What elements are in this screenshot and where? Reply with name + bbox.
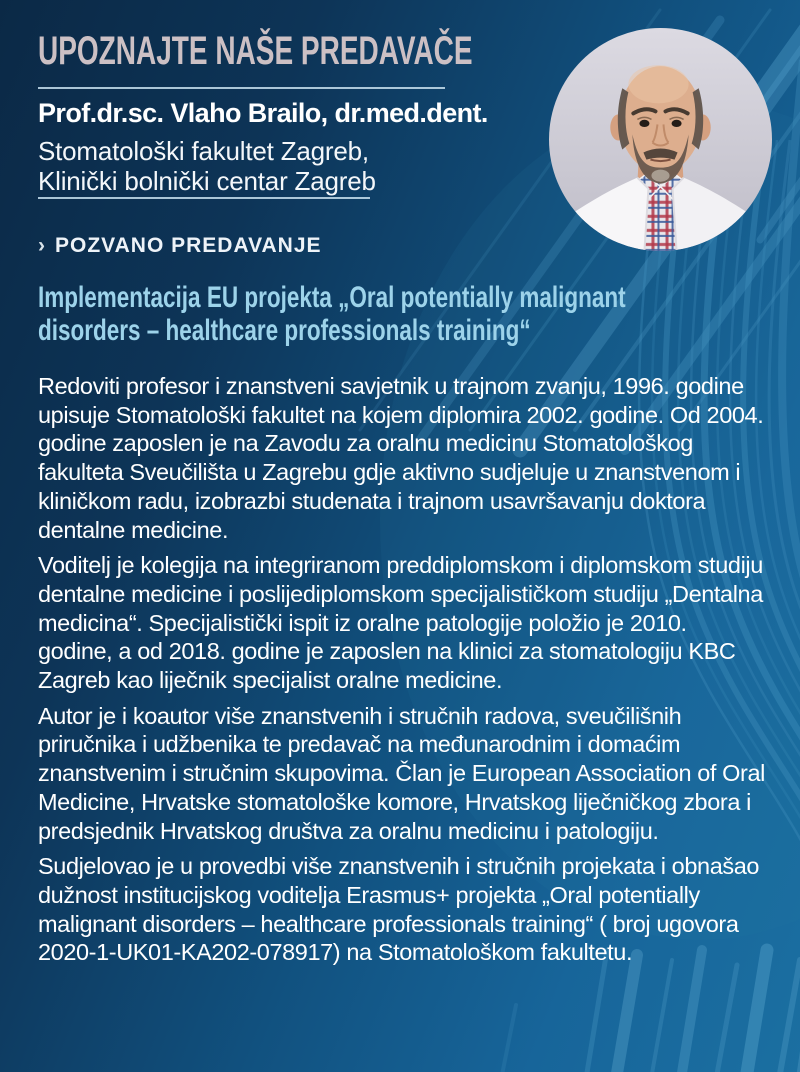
page-title: UPOZNAJTE NAŠE PREDAVAČE bbox=[38, 29, 473, 73]
affiliation-line-1: Stomatološki fakultet Zagreb, bbox=[38, 136, 369, 166]
speaker-photo bbox=[549, 28, 772, 251]
section-label bbox=[38, 234, 322, 258]
bio-paragraph: Autor je i koautor više znanstvenih i stručnih radova, sveučilišnih priručnika i udžbenika te predavač na međunarodnim i domaćim znanstvenim i stručnim skupovima. Član je European Association of Oral Medicine, Hrvatske stomatološke komore, Hrvatskog liječničkog zbora i predsjednik Hrvatskog društva za oralnu medicinu i patologiju. bbox=[38, 702, 765, 844]
biography bbox=[38, 372, 766, 967]
divider-top bbox=[38, 87, 445, 89]
speaker-affiliation bbox=[38, 136, 376, 196]
lecture-title-line-1: Implementacija EU projekta „Oral potentially malignant bbox=[38, 281, 626, 314]
lecture-title-line-2: disorders – healthcare professionals training“ bbox=[38, 314, 531, 347]
chevron-right-icon: › bbox=[38, 234, 46, 257]
bio-paragraph: Sudjelovao je u provedbi više znanstvenih i stručnih projekata i obnašao dužnost institucijskog voditelja Erasmus+ projekta „Oral potentially malignant disorders – healthcare professionals training“ ( broj ugovora 2020-1-UK01-KA202-078917) na Stomatološkom fakultetu. bbox=[38, 853, 760, 966]
speaker-name: Prof.dr.sc. Vlaho Brailo, dr.med.dent. bbox=[38, 98, 488, 128]
bio-paragraph: Voditelj je kolegija na integriranom preddiplomskom i diplomskom studiju dentalne medicine i poslijediplomskom specijalističkom studiju „Dentalna medicina“. Specijalistički ispit iz oralne patologije položio je 2010. godine, a od 2018. godine je zaposlen na klinici za stomatologiju KBC Zagreb kao liječnik specijalist oralne medicine. bbox=[38, 552, 763, 694]
section-label-text: POZVANO PREDAVANJE bbox=[55, 234, 322, 257]
bio-paragraph: Redoviti profesor i znanstveni savjetnik u trajnom zvanju, 1996. godine upisuje Stomatološki fakultet na kojem diplomira 2002. godine. Od 2004. godine zaposlen je na Zavodu za oralnu medicinu Stomatološkog fakulteta Sveučilišta u Zagrebu gdje aktivno sudjeluje u znanstvenom i kliničkom radu, izobrazbi studenata i trajnom usavršavanju doktora dentalne medicine. bbox=[38, 373, 764, 543]
lecture-title bbox=[38, 281, 626, 347]
affiliation-line-2: Klinički bolnički centar Zagreb bbox=[38, 166, 376, 196]
divider-bottom bbox=[38, 197, 370, 199]
